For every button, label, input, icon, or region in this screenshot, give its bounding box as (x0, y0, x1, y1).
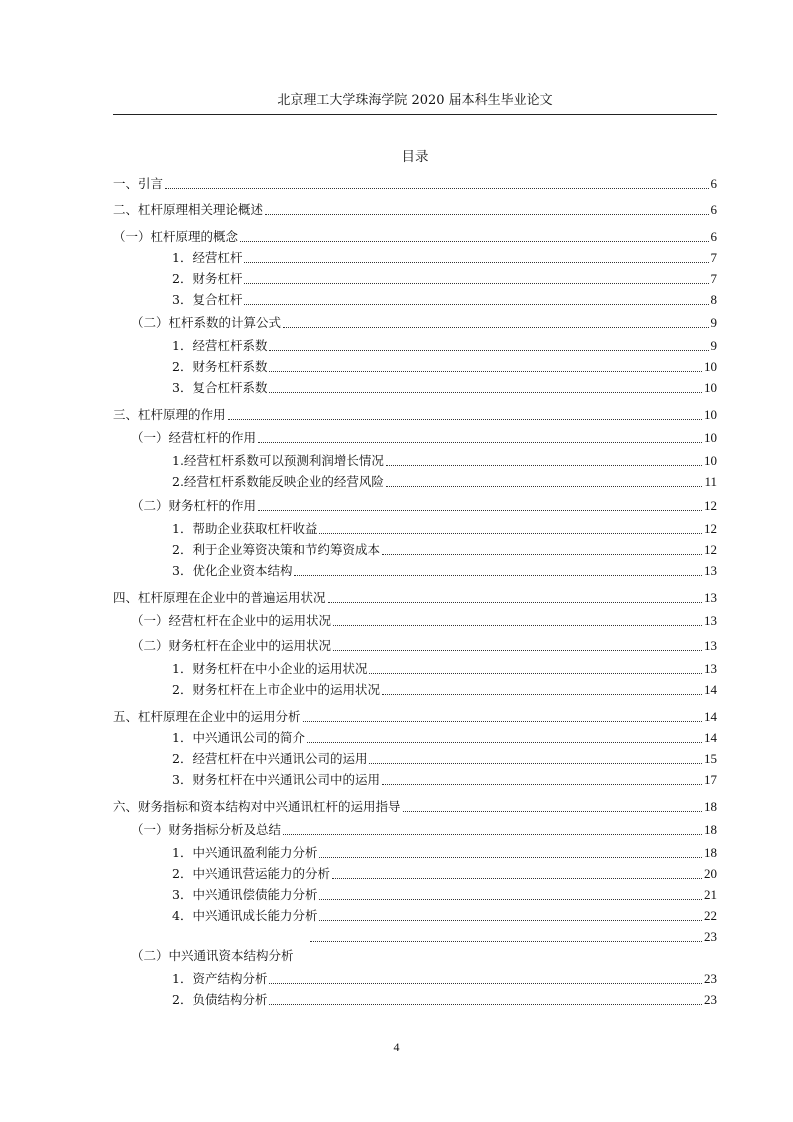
toc-entry-page: 23 (704, 992, 717, 1007)
toc-entry[interactable] (131, 315, 717, 331)
toc-entry-title: 1．帮助企业获取杠杆收益 (172, 521, 318, 536)
toc-entry-title: 1．中兴通讯盈利能力分析 (172, 845, 318, 860)
toc-leader-dots (258, 510, 702, 511)
toc-leader-dots (386, 465, 702, 466)
toc-leader-dots (283, 834, 702, 835)
toc-leader-dots (319, 920, 702, 921)
toc-entry-page: 10 (704, 407, 717, 422)
toc-entry-page: 10 (704, 430, 717, 445)
toc-entry-page: 21 (704, 887, 717, 902)
toc-entry[interactable] (172, 563, 717, 579)
toc-entry[interactable] (113, 176, 717, 192)
toc-leader-dots (382, 554, 702, 555)
toc-entry-page: 8 (710, 292, 717, 307)
toc-entry[interactable] (113, 590, 717, 606)
toc-entry[interactable] (113, 202, 717, 218)
toc-entry[interactable] (172, 772, 717, 788)
toc-entry-page: 23 (704, 971, 717, 986)
toc-entry[interactable] (131, 822, 717, 838)
toc-entry[interactable] (172, 971, 717, 987)
toc-entry-page: 10 (704, 359, 717, 374)
toc-entry-page: 10 (704, 380, 717, 395)
toc-entry-title: 1．经营杠杆 (172, 250, 243, 265)
toc-entry-page: 17 (704, 772, 717, 787)
toc-entry[interactable] (172, 474, 717, 490)
toc-entry[interactable] (172, 359, 717, 375)
toc-entry-title: 3．财务杠杆在中兴通讯公司中的运用 (172, 772, 380, 787)
toc-entry-title: 3．复合杠杆 (172, 292, 243, 307)
toc-entry-page: 11 (704, 474, 717, 489)
toc-entry-page: 7 (710, 250, 717, 265)
toc-entry[interactable] (113, 799, 717, 815)
toc-entry[interactable] (172, 887, 717, 903)
toc-leader-dots (328, 602, 702, 603)
toc-entry-title: （二）财务杠杆在企业中的运用状况 (131, 638, 332, 653)
toc-entry[interactable] (172, 845, 717, 861)
toc-leader-dots (333, 650, 702, 651)
toc-leader-dots (386, 486, 703, 487)
toc-leader-dots (369, 673, 702, 674)
toc-entry[interactable] (131, 638, 717, 654)
toc-entry[interactable] (113, 709, 717, 725)
toc-leader-dots (333, 625, 702, 626)
toc-entry-page: 15 (704, 751, 717, 766)
toc-entry-page: 20 (704, 866, 717, 881)
toc-entry-title: 1．资产结构分析 (172, 971, 268, 986)
toc-entry-title: 4．中兴通讯成长能力分析 (172, 908, 318, 923)
toc-entry-title: （一）经营杠杆在企业中的运用状况 (131, 613, 332, 628)
toc-entry[interactable] (308, 929, 717, 945)
toc-title: 目录 (401, 149, 429, 165)
toc-leader-dots (307, 742, 702, 743)
toc-leader-dots (369, 763, 702, 764)
toc-entry[interactable] (172, 380, 717, 396)
page-number: 4 (393, 1040, 400, 1054)
toc-entry-page: 14 (704, 730, 717, 745)
toc-entry-page: 6 (710, 202, 717, 217)
toc-entry-page: 12 (704, 498, 717, 513)
toc-entry-title: 四、杠杆原理在企业中的普遍运用状况 (113, 590, 326, 605)
toc-entry[interactable] (172, 661, 717, 677)
toc-entry-page: 14 (704, 709, 717, 724)
toc-leader-dots (269, 1004, 702, 1005)
toc-entry-page: 23 (704, 929, 717, 944)
toc-entry-page: 12 (704, 521, 717, 536)
toc-entry[interactable] (172, 292, 717, 308)
toc-entry[interactable] (113, 229, 717, 245)
toc-entry[interactable] (172, 730, 717, 746)
toc-entry-page: 18 (704, 799, 717, 814)
toc-leader-dots (382, 784, 702, 785)
toc-entry-page: 9 (710, 315, 717, 330)
toc-leader-dots (310, 941, 702, 942)
toc-entry-title: 3．中兴通讯偿债能力分析 (172, 887, 318, 902)
toc-leader-dots (240, 241, 708, 242)
toc-entry-title: 1.经营杠杆系数可以预测利润增长情况 (172, 453, 384, 468)
toc-entry-page: 22 (704, 908, 717, 923)
toc-leader-dots (319, 857, 702, 858)
toc-entry-page: 7 (710, 271, 717, 286)
toc-entry-title: 一、引言 (113, 176, 164, 191)
toc-entry-page: 6 (710, 176, 717, 191)
toc-entry-title: 1．中兴通讯公司的简介 (172, 730, 305, 745)
toc-entry-title: 2．财务杠杆系数 (172, 359, 268, 374)
toc-entry-title: 六、财务指标和资本结构对中兴通讯杠杆的运用指导 (113, 799, 401, 814)
toc-leader-dots (258, 442, 702, 443)
toc-entry-title: （二）中兴通讯资本结构分析 (131, 948, 294, 963)
toc-leader-dots (382, 694, 702, 695)
toc-entry-title: 二、杠杆原理相关理论概述 (113, 202, 264, 217)
toc-entry[interactable] (172, 992, 717, 1008)
toc-entry-title: 2．财务杠杆 (172, 271, 243, 286)
toc-entry-title: 1．经营杠杆系数 (172, 338, 268, 353)
toc-leader-dots (403, 811, 702, 812)
toc-entry[interactable] (172, 271, 717, 287)
toc-entry[interactable] (172, 866, 717, 882)
toc-leader-dots (319, 533, 702, 534)
toc-leader-dots (294, 575, 702, 576)
toc-entry[interactable] (172, 908, 717, 924)
toc-entry[interactable] (172, 521, 717, 537)
toc-entry[interactable] (172, 338, 717, 354)
toc-entry-title: （一）财务指标分析及总结 (131, 822, 282, 837)
toc-entry[interactable] (131, 498, 717, 514)
toc-entry-page: 13 (704, 563, 717, 578)
toc-entry-title: （一）经营杠杆的作用 (131, 430, 257, 445)
toc-entry[interactable] (131, 948, 717, 964)
toc-entry-title: 1．财务杠杆在中小企业的运用状况 (172, 661, 368, 676)
toc-leader-dots (244, 283, 708, 284)
toc-entry-title: 3．优化企业资本结构 (172, 563, 293, 578)
toc-entry[interactable] (172, 250, 717, 266)
toc-entry-page: 13 (704, 661, 717, 676)
toc-leader-dots (283, 327, 708, 328)
toc-entry[interactable] (172, 751, 717, 767)
toc-entry-title: 三、杠杆原理的作用 (113, 407, 226, 422)
toc-entry-page: 6 (710, 229, 717, 244)
toc-entry-page: 14 (704, 682, 717, 697)
toc-entry[interactable] (131, 430, 717, 446)
toc-entry-page: 18 (704, 822, 717, 837)
toc-entry-page: 12 (704, 542, 717, 557)
toc-leader-dots (319, 899, 702, 900)
page-header: 北京理工大学珠海学院 2020 届本科生毕业论文 (277, 93, 553, 108)
toc-leader-dots (332, 878, 702, 879)
toc-leader-dots (269, 350, 708, 351)
toc-entry[interactable] (113, 407, 717, 423)
toc-leader-dots (269, 983, 702, 984)
toc-leader-dots (244, 304, 708, 305)
toc-entry-title: 3．复合杠杆系数 (172, 380, 268, 395)
toc-entry[interactable] (131, 613, 717, 629)
toc-entry-title: 2．财务杠杆在上市企业中的运用状况 (172, 682, 380, 697)
toc-leader-dots (165, 188, 708, 189)
toc-entry-page: 10 (704, 453, 717, 468)
toc-entry-title: 五、杠杆原理在企业中的运用分析 (113, 709, 301, 724)
toc-entry-title: 2.经营杠杆系数能反映企业的经营风险 (172, 474, 384, 489)
toc-entry-page: 18 (704, 845, 717, 860)
toc-entry-title: 2．负债结构分析 (172, 992, 268, 1007)
toc-entry-title: （二）财务杠杆的作用 (131, 498, 257, 513)
toc-entry-title: 2．经营杠杆在中兴通讯公司的运用 (172, 751, 368, 766)
toc-entry[interactable] (172, 682, 717, 698)
toc-entry-page: 13 (704, 590, 717, 605)
toc-entry-page: 13 (704, 638, 717, 653)
toc-leader-dots (228, 419, 702, 420)
toc-leader-dots (244, 262, 708, 263)
toc-entry-page: 9 (710, 338, 717, 353)
toc-entry[interactable] (172, 453, 717, 469)
toc-entry-title: 2．利于企业筹资决策和节约筹资成本 (172, 542, 380, 557)
toc-entry[interactable] (172, 542, 717, 558)
toc-leader-dots (265, 214, 708, 215)
toc-entry-page: 13 (704, 613, 717, 628)
toc-leader-dots (303, 721, 702, 722)
toc-leader-dots (269, 371, 702, 372)
toc-leader-dots (269, 392, 702, 393)
toc-entry-title: （二）杠杆系数的计算公式 (131, 315, 282, 330)
toc-entry-title: 2．中兴通讯营运能力的分析 (172, 866, 330, 881)
toc-entry-title: （一）杠杆原理的概念 (113, 229, 239, 244)
